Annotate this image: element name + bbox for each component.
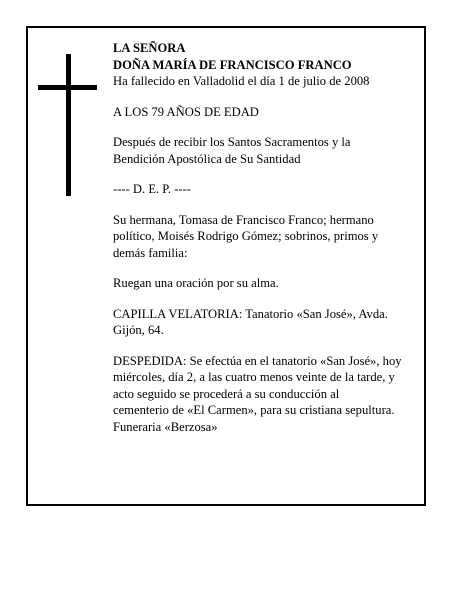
- family-line-1: Su hermana, Tomasa de Francisco Franco; hermano: [113, 212, 374, 227]
- farewell-line-3: acto seguido se procederá a su conducción al: [113, 386, 340, 401]
- chapel-line-2: Gijón, 64.: [113, 323, 164, 337]
- prayer-line: Ruegan una oración por su alma.: [113, 276, 279, 290]
- cross-icon-vertical-bar: [66, 54, 71, 196]
- spacer: [113, 120, 433, 134]
- farewell-line-2: miércoles, día 2, a las cuatro menos veinte de la tarde, y: [113, 370, 395, 384]
- spacer: [113, 167, 433, 181]
- spacer: [113, 90, 433, 104]
- rip-line: ---- D. E. P. ----: [113, 182, 191, 196]
- spacer: [113, 292, 433, 306]
- family-line-2: político, Moisés Rodrigo Gómez; sobrinos, primos y: [113, 229, 379, 243]
- family-line-3: demás familia:: [113, 245, 188, 260]
- sacraments-line-2: Bendición Apostólica de Su Santidad: [113, 151, 301, 166]
- age-line: A LOS 79 AÑOS DE EDAD: [113, 104, 259, 119]
- title-line-1: LA SEÑORA: [113, 41, 186, 55]
- deceased-name: DOÑA MARÍA DE FRANCISCO FRANCO: [113, 57, 352, 72]
- cross-icon-horizontal-bar: [38, 85, 97, 90]
- spacer: [113, 261, 433, 275]
- funeral-home: Funeraria «Berzosa»: [113, 419, 218, 434]
- obituary-text: [113, 40, 433, 435]
- farewell-line-1: DESPEDIDA: Se efectúa en el tanatorio «San José», hoy: [113, 353, 402, 368]
- spacer: [113, 339, 433, 353]
- spacer: [113, 198, 433, 212]
- farewell-line-4: cementerio de «El Carmen», para su cristiana sepultura.: [113, 403, 395, 417]
- sacraments-line-1: Después de recibir los Santos Sacramentos y la: [113, 135, 351, 149]
- death-notice: Ha fallecido en Valladolid el día 1 de julio de 2008: [113, 74, 370, 88]
- chapel-line-1: CAPILLA VELATORIA: Tanatorio «San José», Avda.: [113, 306, 388, 321]
